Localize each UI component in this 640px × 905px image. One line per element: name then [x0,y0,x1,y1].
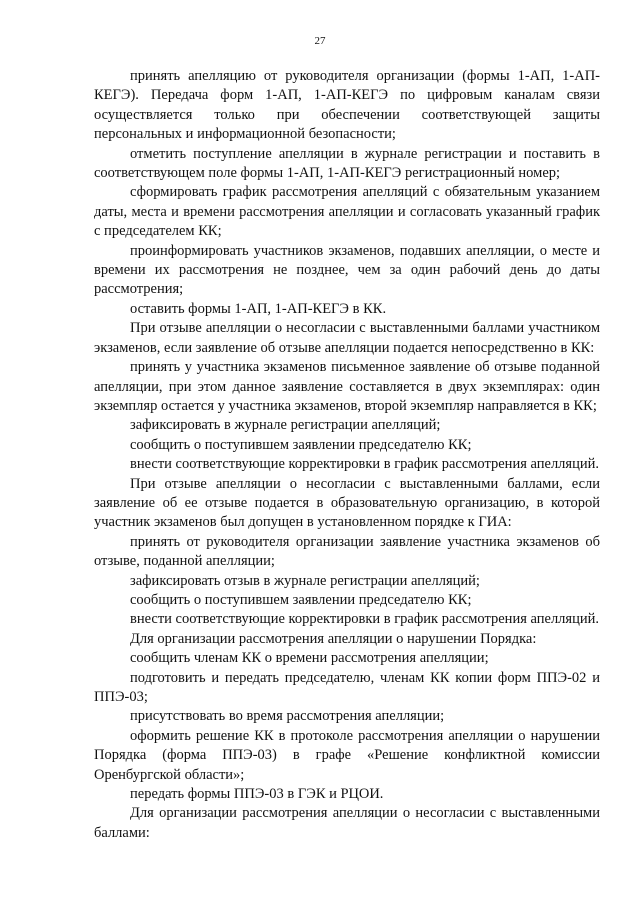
paragraph: Для организации рассмотрения апелляции о нарушении Порядка: [130,630,537,647]
paragraph: проинформировать участников экзаменов, подавших апелляции, о месте и времени их рассмотрения не позднее, чем за один рабочий день до даты рассмотрения; [94,242,600,298]
paragraph: сформировать график рассмотрения апелляций с обязательным указанием даты, места и времени рассмотрения апелляции и согласовать указанный график с председателем КК; [94,184,600,240]
page-number: 27 [314,35,326,47]
paragraph: принять у участника экзаменов письменное заявление об отзыве поданной апелляции, при этом данное заявление составляется в двух экземплярах: один экземпляр остается у участника экзаменов, второй экземпляр направляется в КК; [94,359,600,414]
paragraph: внести соответствующие корректировки в график рассмотрения апелляций. [130,611,599,628]
paragraph: отметить поступление апелляции в журнале регистрации и поставить в соответствующем поле формы 1-АП, 1-АП-КЕГЭ регистрационный номер; [94,145,600,182]
paragraph: передать формы ППЭ-03 в ГЭК и РЦОИ. [130,786,384,803]
paragraph: сообщить членам КК о времени рассмотрения апелляции; [130,650,489,667]
paragraph: подготовить и передать председателю, членам КК копии форм ППЭ-02 и ППЭ-03; [94,669,600,705]
paragraph: зафиксировать в журнале регистрации апелляций; [130,417,441,434]
paragraph: присутствовать во время рассмотрения апелляции; [130,708,445,725]
paragraph: оформить решение КК в протоколе рассмотрения апелляции о нарушении Порядка (форма ППЭ-03) в графе «Решение конфликтной комиссии Оренбургской области»; [94,727,600,783]
paragraph: Для организации рассмотрения апелляции о несогласии с выставленными баллами: [94,805,600,841]
paragraph: внести соответствующие корректировки в график рассмотрения апелляций. [130,456,599,473]
paragraph: оставить формы 1-АП, 1-АП-КЕГЭ в КК. [130,300,387,317]
paragraph: принять от руководителя организации заявление участника экзаменов об отзыве, поданной апелляции; [94,533,600,570]
paragraph: При отзыве апелляции о несогласии с выставленными баллами, если заявление об ее отзыве подается в образовательную организацию, в которой участник экзаменов был допущен в установленном порядке к ГИА: [94,475,600,531]
paragraph: При отзыве апелляции о несогласии с выставленными баллами участником экзаменов, если заявление об отзыве апелляции подается непосредственно в КК: [94,320,600,356]
paragraph: зафиксировать отзыв в журнале регистрации апелляций; [130,572,480,589]
body-text [94,67,600,843]
paragraph: сообщить о поступившем заявлении председателю КК; [130,591,472,608]
paragraph: сообщить о поступившем заявлении председателю КК; [130,436,472,453]
paragraph: принять апелляцию от руководителя организации (формы 1-АП, 1-АП-КЕГЭ). Передача форм 1-АП, 1-АП-КЕГЭ по цифровым каналам связи осуществляется только при обеспечении соответствующей защиты персональных и информационной безопасности; [94,68,600,143]
